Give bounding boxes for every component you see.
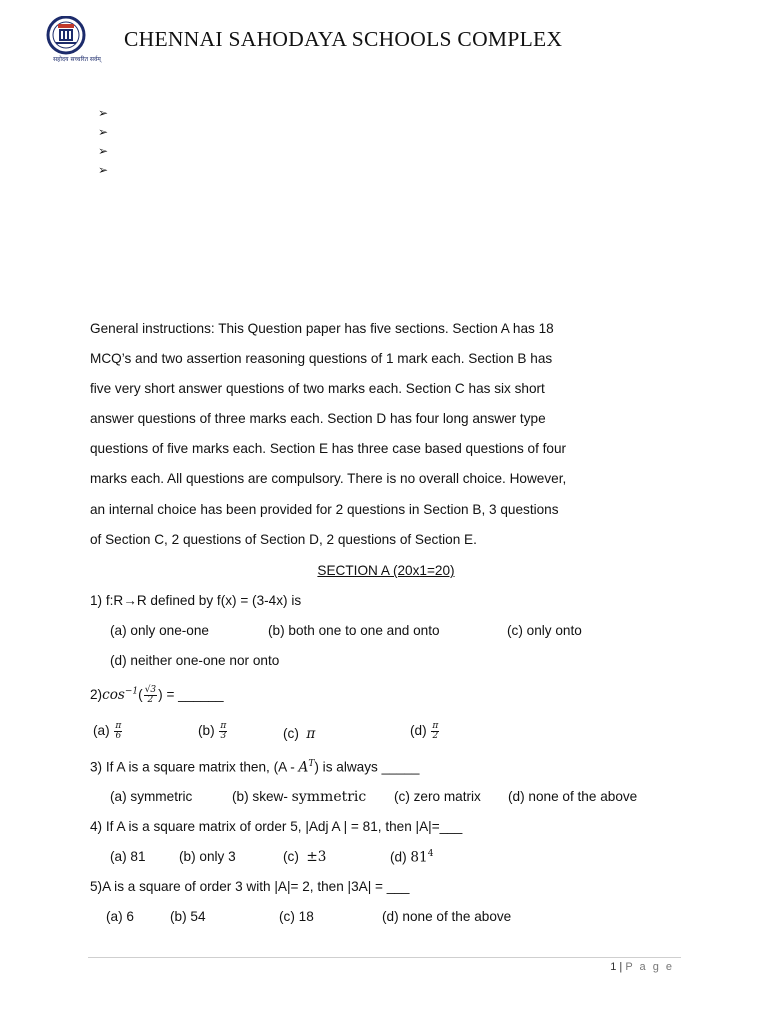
question-3	[90, 759, 419, 776]
opt-label: (a)	[93, 723, 110, 739]
frac-num: √3	[144, 685, 157, 695]
opt-label: (b) skew-	[232, 789, 292, 804]
instructions-line: questions of five marks each. Section E has three case based questions of four	[90, 441, 567, 456]
page-footer	[610, 961, 674, 973]
instructions-line: of Section C, 2 questions of Section D, 2 questions of Section E.	[90, 532, 477, 547]
opt-value: symmetric	[291, 789, 367, 805]
q3-stem-rest: ) is always _____	[314, 759, 420, 775]
q1-option-b: (b) both one to one and onto	[268, 623, 440, 638]
opt-value: 81	[410, 849, 428, 866]
q1-stem: 1) f:R	[90, 593, 124, 608]
frac-den: 2	[147, 695, 154, 705]
bullet-arrow-icon: ➢	[98, 106, 109, 120]
page-title: CHENNAI SAHODAYA SCHOOLS COMPLEX	[124, 27, 563, 51]
right-arrow-icon: →	[123, 593, 137, 608]
bullet-arrow-icon: ➢	[98, 144, 109, 158]
q4-option-c	[283, 849, 326, 865]
q1-option-c: (c) only onto	[507, 623, 582, 638]
q3-option-c: (c) zero matrix	[394, 789, 481, 804]
q5-option-c: (c) 18	[279, 909, 314, 924]
question-1	[90, 593, 301, 608]
bullet-arrow-icon: ➢	[98, 125, 109, 139]
opt-label: (b)	[198, 723, 215, 739]
section-heading: SECTION A (20x1=20)	[317, 563, 455, 578]
logo-caption: सहोदय सच्चरित सर्वम्	[53, 56, 101, 63]
bullet-list	[98, 104, 108, 180]
q3-sup: T	[308, 759, 315, 769]
q2-option-d	[410, 722, 440, 741]
frac-num: π	[432, 721, 439, 731]
q2-prefix: 2)	[90, 687, 103, 703]
q5-option-a: (a) 6	[106, 909, 134, 924]
footer-divider	[88, 957, 681, 958]
frac-den: 2	[432, 731, 439, 741]
frac-den: 3	[220, 731, 227, 741]
q2-b-fraction	[219, 722, 227, 741]
q3-stem: 3) If A is a square matrix then, (A -	[90, 759, 299, 775]
opt-label: (c)	[283, 849, 299, 864]
instructions-line: General instructions: This Question paper has five sections. Section A has 18	[90, 321, 554, 336]
instructions-line: marks each. All questions are compulsory. There is no overall choice. However,	[90, 471, 567, 486]
q2-d-fraction	[431, 722, 439, 741]
frac-den: 6	[115, 731, 122, 741]
instructions-line: answer questions of three marks each. Section D has four long answer type	[90, 411, 546, 426]
opt-value: ±3	[306, 849, 327, 865]
q2-blank: = ______	[162, 687, 224, 703]
q2-option-b	[198, 722, 228, 741]
page-label: P a g e	[625, 961, 674, 973]
q4-option-b: (b) only 3	[179, 849, 236, 864]
q5-option-d: (d) none of the above	[382, 909, 512, 924]
opt-exponent: 4	[427, 849, 434, 859]
q3-option-b	[232, 789, 366, 805]
q2-sup: −1	[124, 686, 139, 697]
instructions-line: five very short answer questions of two marks each. Section C has six short	[90, 381, 545, 396]
q4-option-a: (a) 81	[110, 849, 146, 864]
instructions-line: MCQ’s and two assertion reasoning questions of 1 mark each. Section B has	[90, 351, 553, 366]
opt-label: (d)	[410, 723, 427, 739]
question-4: 4) If A is a square matrix of order 5, |Adj A | = 81, then |A|=___	[90, 819, 463, 834]
q2-func: cos	[102, 687, 125, 704]
page-number: 1	[610, 961, 617, 973]
bullet-arrow-icon: ➢	[98, 163, 109, 177]
q1-stem-rest: R defined by f(x) = (3-4x) is	[136, 593, 302, 608]
q4-option-d	[390, 849, 433, 866]
q1-option-a: (a) only one-one	[110, 623, 209, 638]
q5-option-b: (b) 54	[170, 909, 206, 924]
question-5: 5)A is a square of order 3 with |A|= 2, then |3A| = ___	[90, 879, 410, 894]
opt-label: (d)	[390, 849, 407, 865]
opt-label: (c)	[283, 726, 299, 741]
q2-fraction	[144, 686, 157, 705]
q3-matrix: A	[298, 759, 309, 776]
instructions-line: an internal choice has been provided for 2 questions in Section B, 3 questions	[90, 502, 559, 517]
q1-option-d: (d) neither one-one nor onto	[110, 653, 280, 668]
opt-value: π	[306, 726, 316, 742]
q3-option-a: (a) symmetric	[110, 789, 193, 804]
frac-num: π	[115, 721, 122, 731]
question-2: $2)\cos^{-1}$( $\frac{√3}{2}$ ) = ______	[90, 685, 224, 705]
q2-option-c	[283, 726, 315, 742]
q3-option-d: (d) none of the above	[508, 789, 638, 804]
q2-a-fraction	[114, 722, 122, 741]
q2-option-a	[93, 722, 123, 741]
frac-num: π	[220, 721, 227, 731]
footer-separator: |	[619, 961, 623, 973]
